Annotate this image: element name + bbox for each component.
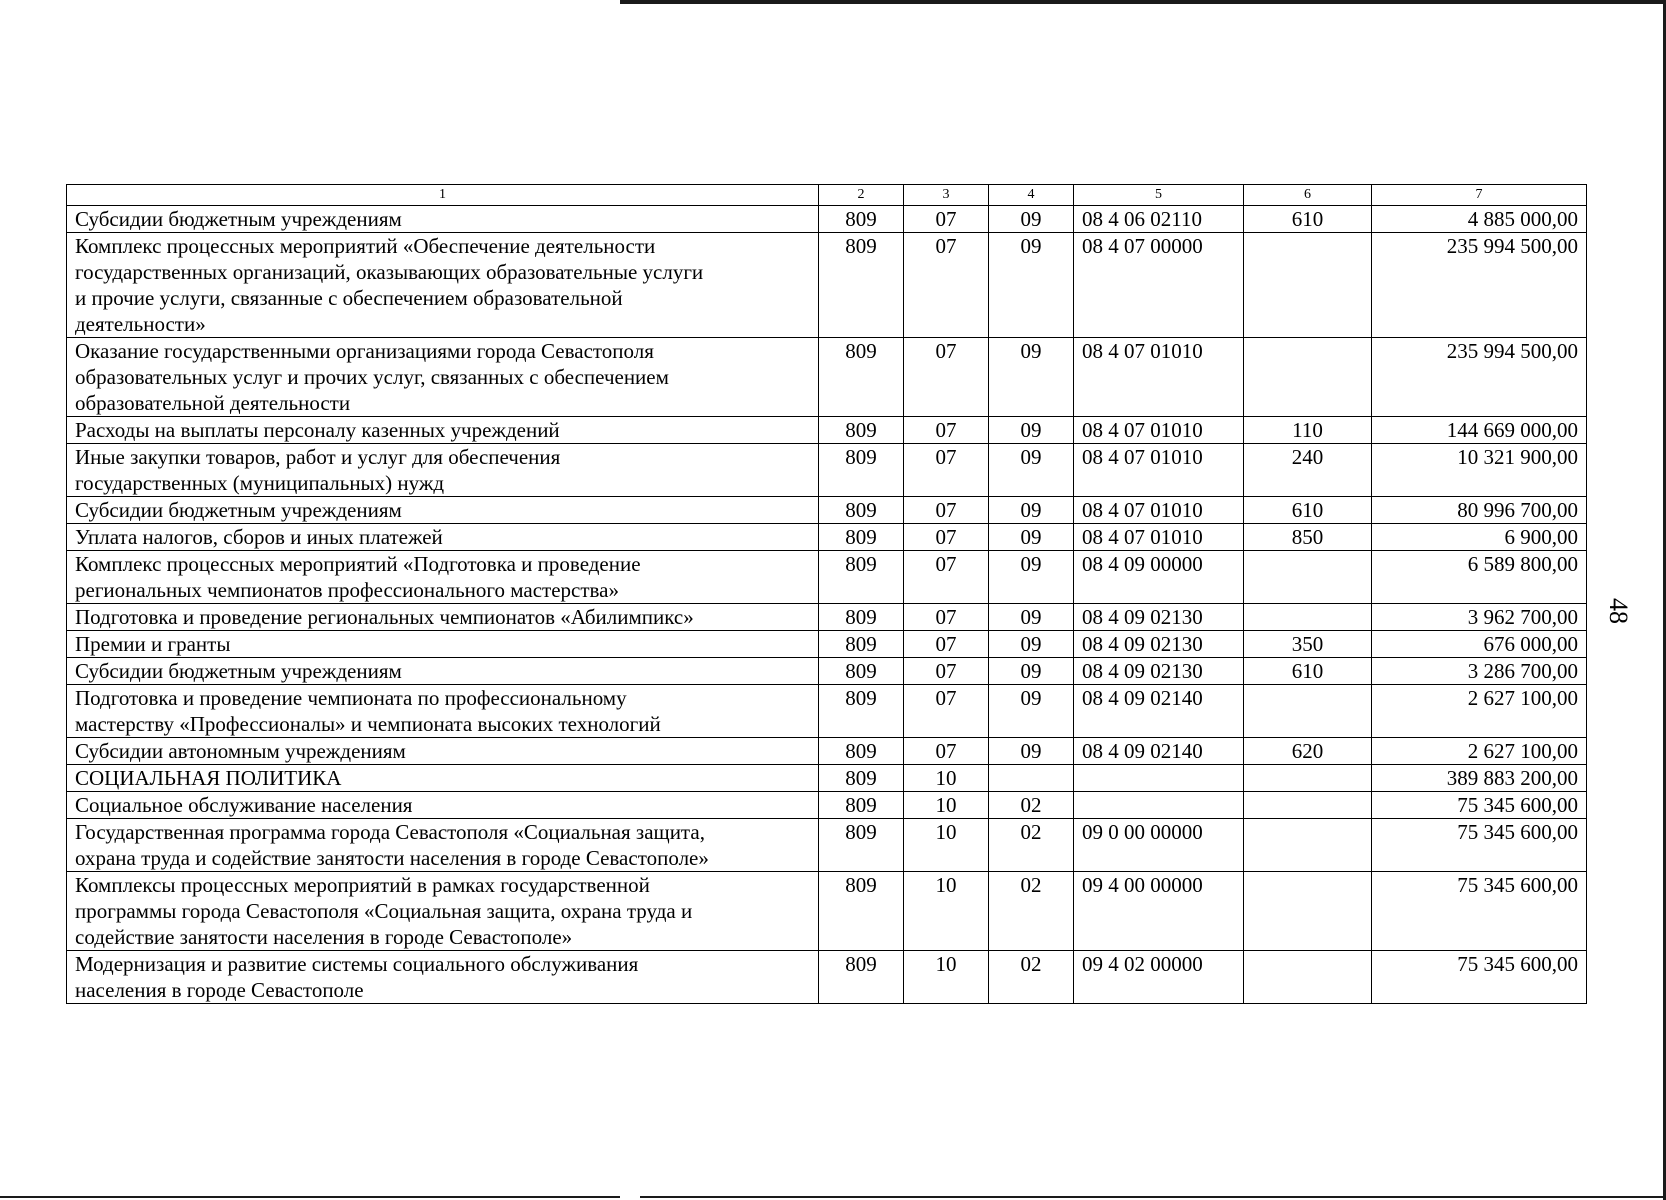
- column-number: 1: [67, 185, 819, 206]
- subsection-code: 09: [989, 658, 1074, 685]
- expense-type-code: [1244, 338, 1372, 417]
- amount: 75 345 600,00: [1372, 872, 1587, 951]
- target-item-code: 08 4 07 01010: [1074, 524, 1244, 551]
- expense-item-name: Расходы на выплаты персоналу казенных учреждений: [67, 417, 819, 444]
- column-number: 7: [1372, 185, 1587, 206]
- amount: 389 883 200,00: [1372, 765, 1587, 792]
- expense-item-name: Социальное обслуживание населения: [67, 792, 819, 819]
- amount: 3 286 700,00: [1372, 658, 1587, 685]
- target-item-code: 08 4 07 01010: [1074, 417, 1244, 444]
- subsection-code: 09: [989, 604, 1074, 631]
- section-code: 07: [904, 604, 989, 631]
- department-code: 809: [819, 819, 904, 872]
- amount: 3 962 700,00: [1372, 604, 1587, 631]
- expense-item-name: Комплекс процессных мероприятий «Подготовка и проведение региональных чемпионатов профессионального мастерства»: [67, 551, 819, 604]
- section-code: 07: [904, 417, 989, 444]
- table-row: [67, 338, 1587, 417]
- table-row: [67, 951, 1587, 1004]
- table-row: [67, 792, 1587, 819]
- amount: 75 345 600,00: [1372, 819, 1587, 872]
- subsection-code: 09: [989, 338, 1074, 417]
- amount: 6 900,00: [1372, 524, 1587, 551]
- expense-item-name: Субсидии бюджетным учреждениям: [67, 497, 819, 524]
- column-number-row: [67, 185, 1587, 206]
- table-row: [67, 551, 1587, 604]
- department-code: 809: [819, 765, 904, 792]
- table-row: [67, 604, 1587, 631]
- table-row: [67, 497, 1587, 524]
- column-number: 3: [904, 185, 989, 206]
- department-code: 809: [819, 872, 904, 951]
- expense-item-name: Субсидии бюджетным учреждениям: [67, 658, 819, 685]
- table-row: [67, 658, 1587, 685]
- section-code: 07: [904, 444, 989, 497]
- section-code: 07: [904, 658, 989, 685]
- subsection-code: 09: [989, 551, 1074, 604]
- expense-item-name: Комплексы процессных мероприятий в рамках государственной программы города Севастополя «Социальная защита, охрана труда и содействие занятости населения в городе Севастополе»: [67, 872, 819, 951]
- section-code: 10: [904, 872, 989, 951]
- section-code: 07: [904, 631, 989, 658]
- amount: 144 669 000,00: [1372, 417, 1587, 444]
- expense-item-name: Подготовка и проведение чемпионата по профессиональному мастерству «Профессионалы» и чемпионата высоких технологий: [67, 685, 819, 738]
- section-code: 07: [904, 685, 989, 738]
- expense-type-code: [1244, 604, 1372, 631]
- expense-type-code: 620: [1244, 738, 1372, 765]
- expense-type-code: [1244, 551, 1372, 604]
- subsection-code: 09: [989, 631, 1074, 658]
- target-item-code: 08 4 07 01010: [1074, 444, 1244, 497]
- department-code: 809: [819, 604, 904, 631]
- amount: 10 321 900,00: [1372, 444, 1587, 497]
- expense-type-code: 610: [1244, 206, 1372, 233]
- expense-type-code: [1244, 765, 1372, 792]
- amount: 80 996 700,00: [1372, 497, 1587, 524]
- expense-type-code: [1244, 233, 1372, 338]
- expense-type-code: 610: [1244, 658, 1372, 685]
- department-code: 809: [819, 338, 904, 417]
- table-row: [67, 417, 1587, 444]
- department-code: 809: [819, 631, 904, 658]
- target-item-code: 08 4 07 01010: [1074, 497, 1244, 524]
- target-item-code: 08 4 07 01010: [1074, 338, 1244, 417]
- subsection-code: 09: [989, 444, 1074, 497]
- table-row: [67, 524, 1587, 551]
- table-row: [67, 631, 1587, 658]
- subsection-code: 09: [989, 685, 1074, 738]
- expense-type-code: [1244, 872, 1372, 951]
- expense-type-code: 110: [1244, 417, 1372, 444]
- scan-border-bottom-left: [0, 1196, 620, 1198]
- table-row: [67, 685, 1587, 738]
- amount: 75 345 600,00: [1372, 792, 1587, 819]
- amount: 4 885 000,00: [1372, 206, 1587, 233]
- section-code: 07: [904, 206, 989, 233]
- budget-table-body: [67, 185, 1587, 1004]
- amount: 235 994 500,00: [1372, 233, 1587, 338]
- subsection-code: 09: [989, 417, 1074, 444]
- subsection-code: 02: [989, 872, 1074, 951]
- expense-type-code: 610: [1244, 497, 1372, 524]
- expense-item-name: Оказание государственными организациями города Севастополя образовательных услуг и прочих услуг, связанных с обеспечением образовательной деятельности: [67, 338, 819, 417]
- section-code: 10: [904, 951, 989, 1004]
- subsection-code: 09: [989, 233, 1074, 338]
- column-number: 5: [1074, 185, 1244, 206]
- expense-item-name: Модернизация и развитие системы социального обслуживания населения в городе Севастополе: [67, 951, 819, 1004]
- expense-item-name: СОЦИАЛЬНАЯ ПОЛИТИКА: [67, 765, 819, 792]
- expense-item-name: Подготовка и проведение региональных чемпионатов «Абилимпикс»: [67, 604, 819, 631]
- subsection-code: 09: [989, 497, 1074, 524]
- table-row: [67, 206, 1587, 233]
- target-item-code: 08 4 09 00000: [1074, 551, 1244, 604]
- target-item-code: 08 4 09 02130: [1074, 658, 1244, 685]
- page-number: 48: [1604, 598, 1633, 624]
- subsection-code: 02: [989, 951, 1074, 1004]
- amount: 6 589 800,00: [1372, 551, 1587, 604]
- target-item-code: 09 4 02 00000: [1074, 951, 1244, 1004]
- target-item-code: 08 4 09 02140: [1074, 738, 1244, 765]
- target-item-code: 08 4 09 02130: [1074, 631, 1244, 658]
- department-code: 809: [819, 417, 904, 444]
- expense-item-name: Уплата налогов, сборов и иных платежей: [67, 524, 819, 551]
- budget-table: [66, 184, 1587, 1004]
- target-item-code: 08 4 06 02110: [1074, 206, 1244, 233]
- amount: 2 627 100,00: [1372, 738, 1587, 765]
- subsection-code: 09: [989, 206, 1074, 233]
- expense-type-code: [1244, 685, 1372, 738]
- section-code: 07: [904, 233, 989, 338]
- amount: 235 994 500,00: [1372, 338, 1587, 417]
- scan-border-bottom-right: [640, 1196, 1666, 1198]
- table-row: [67, 872, 1587, 951]
- department-code: 809: [819, 658, 904, 685]
- subsection-code: [989, 765, 1074, 792]
- expense-type-code: 240: [1244, 444, 1372, 497]
- expense-item-name: Премии и гранты: [67, 631, 819, 658]
- section-code: 10: [904, 819, 989, 872]
- target-item-code: 08 4 09 02140: [1074, 685, 1244, 738]
- column-number: 4: [989, 185, 1074, 206]
- table-row: [67, 233, 1587, 338]
- subsection-code: 02: [989, 792, 1074, 819]
- amount: 2 627 100,00: [1372, 685, 1587, 738]
- target-item-code: 08 4 09 02130: [1074, 604, 1244, 631]
- section-code: 07: [904, 738, 989, 765]
- expense-type-code: 350: [1244, 631, 1372, 658]
- expense-type-code: [1244, 951, 1372, 1004]
- department-code: 809: [819, 951, 904, 1004]
- subsection-code: 09: [989, 524, 1074, 551]
- department-code: 809: [819, 685, 904, 738]
- department-code: 809: [819, 792, 904, 819]
- expense-item-name: Субсидии бюджетным учреждениям: [67, 206, 819, 233]
- section-code: 07: [904, 497, 989, 524]
- subsection-code: 09: [989, 738, 1074, 765]
- amount: 75 345 600,00: [1372, 951, 1587, 1004]
- table-row: [67, 765, 1587, 792]
- column-number: 6: [1244, 185, 1372, 206]
- column-number: 2: [819, 185, 904, 206]
- expense-item-name: Субсидии автономным учреждениям: [67, 738, 819, 765]
- table-row: [67, 444, 1587, 497]
- scan-border-top: [620, 0, 1666, 4]
- section-code: 07: [904, 551, 989, 604]
- subsection-code: 02: [989, 819, 1074, 872]
- section-code: 07: [904, 524, 989, 551]
- expense-item-name: Иные закупки товаров, работ и услуг для обеспечения государственных (муниципальных) нужд: [67, 444, 819, 497]
- department-code: 809: [819, 444, 904, 497]
- section-code: 10: [904, 792, 989, 819]
- expense-type-code: [1244, 819, 1372, 872]
- section-code: 07: [904, 338, 989, 417]
- target-item-code: 08 4 07 00000: [1074, 233, 1244, 338]
- department-code: 809: [819, 738, 904, 765]
- expense-item-name: Государственная программа города Севастополя «Социальная защита, охрана труда и содействие занятости населения в городе Севастополе»: [67, 819, 819, 872]
- target-item-code: [1074, 792, 1244, 819]
- target-item-code: [1074, 765, 1244, 792]
- table-row: [67, 819, 1587, 872]
- amount: 676 000,00: [1372, 631, 1587, 658]
- target-item-code: 09 4 00 00000: [1074, 872, 1244, 951]
- expense-item-name: Комплекс процессных мероприятий «Обеспечение деятельности государственных организаций, оказывающих образовательные услуги и прочие услуги, связанные с обеспечением образовательной деятельности»: [67, 233, 819, 338]
- table-row: [67, 738, 1587, 765]
- department-code: 809: [819, 497, 904, 524]
- expense-type-code: [1244, 792, 1372, 819]
- department-code: 809: [819, 524, 904, 551]
- section-code: 10: [904, 765, 989, 792]
- department-code: 809: [819, 233, 904, 338]
- department-code: 809: [819, 551, 904, 604]
- expense-type-code: 850: [1244, 524, 1372, 551]
- department-code: 809: [819, 206, 904, 233]
- target-item-code: 09 0 00 00000: [1074, 819, 1244, 872]
